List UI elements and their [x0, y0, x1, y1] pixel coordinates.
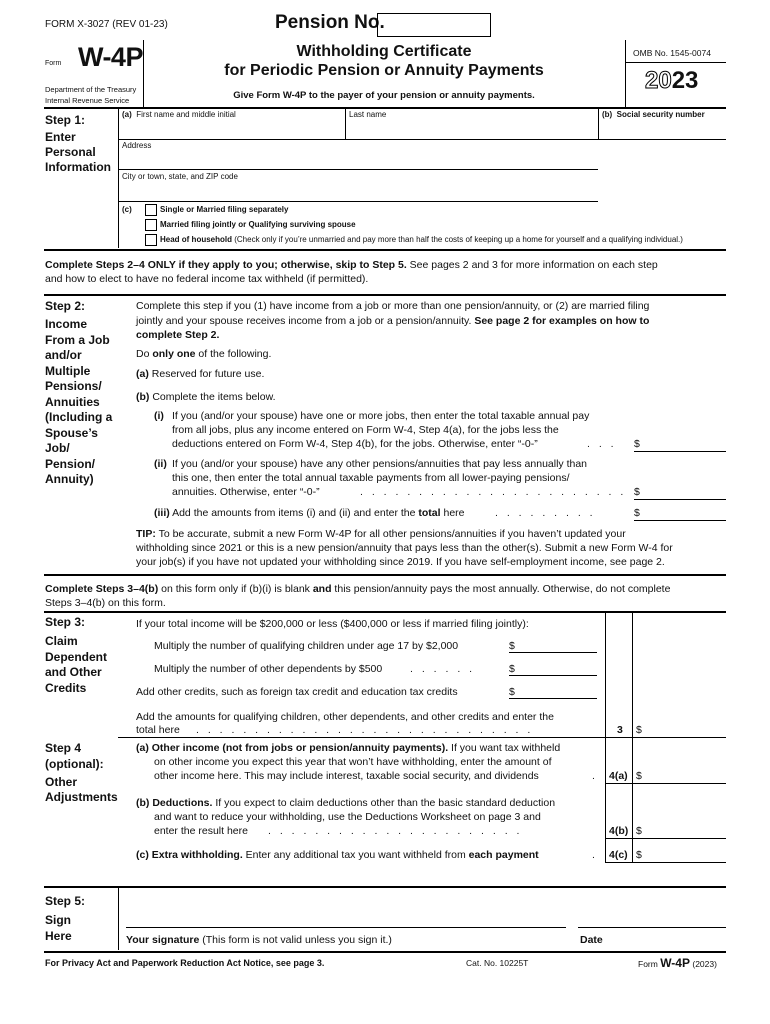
- step4b-line3: enter the result here: [154, 825, 248, 837]
- step3-intro: If your total income will be $200,000 or less ($400,000 or less if married filing jointly):: [136, 618, 529, 630]
- checkbox-single[interactable]: [145, 204, 157, 216]
- step4b-bold: (b) Deductions.: [136, 797, 213, 809]
- step3-other-dep-dollar: $: [509, 663, 515, 675]
- irs-label: Internal Revenue Service: [45, 96, 130, 105]
- step2biii-dollar: $: [634, 507, 640, 519]
- step2-desc-1: Income: [45, 317, 88, 331]
- ssn-divider: [598, 108, 599, 139]
- step3-add-line2: total here: [136, 724, 180, 736]
- step5-left-rule: [118, 888, 119, 950]
- intro34-and: and: [312, 583, 332, 595]
- intro-steps-2-4-line1: [45, 258, 658, 273]
- line-4a-dollar: $: [636, 770, 642, 782]
- name-divider: [345, 108, 346, 139]
- step2-do-only-one: [136, 347, 271, 362]
- city-field[interactable]: City or town, state, and ZIP code: [122, 172, 238, 181]
- step2bi-line2: from all jobs, plus any income entered on Form W-4, Step 4(a), for the jobs less the: [172, 424, 559, 436]
- step4-desc-2: Adjustments: [45, 790, 118, 804]
- step2biii-label: (iii): [154, 507, 170, 519]
- step2biii-dots: . . . . . . . . .: [495, 507, 596, 519]
- ssn-caption: Social security number: [616, 110, 705, 119]
- step4c-bold: (c) Extra withholding.: [136, 849, 243, 861]
- signature-input[interactable]: [126, 905, 566, 928]
- step2-top-rule: [44, 294, 726, 296]
- step3-label: Step 3:: [45, 615, 86, 629]
- tip-label: TIP:: [136, 528, 156, 540]
- step2-desc-11: Annuity): [45, 472, 94, 486]
- step4b-line1: [136, 796, 555, 811]
- intro34-mid: on this form only if (b)(i) is blank: [158, 583, 313, 595]
- title-line2: for Periodic Pension or Annuity Payments: [224, 62, 544, 79]
- line-4b-input[interactable]: [605, 838, 726, 839]
- step2-desc-7: (Including a: [45, 410, 113, 424]
- intro24-rest: See pages 2 and 3 for more information on each step: [406, 259, 658, 271]
- filing-status-letter: (c): [122, 205, 132, 214]
- step2bii-line1: If you (and/or your spouse) have any other pensions/annuities that pay less annually than: [172, 458, 588, 470]
- step2-desc-9: Job/: [45, 441, 70, 455]
- step2biii-here: here: [440, 507, 465, 519]
- date-input[interactable]: [578, 905, 726, 928]
- form-name: W-4P: [78, 42, 143, 72]
- step2bii-line3: annuities. Otherwise, enter “-0-”: [172, 486, 320, 498]
- step4b-line2: and want to reduce your withholding, use the Deductions Worksheet on page 3 and: [154, 811, 541, 823]
- step2bii-dollar: $: [634, 486, 640, 498]
- step3-add-line1: Add the amounts for qualifying children, other dependents, and other credits and enter the: [136, 711, 554, 723]
- step2biii-amount-input[interactable]: [634, 520, 726, 521]
- header-bottom-rule: [44, 107, 726, 109]
- step5-desc-1: Sign: [45, 913, 71, 927]
- step4c-line: [136, 848, 539, 863]
- step3-add-dots: . . . . . . . . . . . . . . . . . . . . . . . . . . . . .: [196, 724, 534, 736]
- step2a-letter: (a): [136, 368, 149, 380]
- step2bii-label: (ii): [154, 458, 167, 470]
- step4c-dot: .: [592, 849, 595, 861]
- step3-desc-4: Credits: [45, 681, 87, 695]
- tip-line1: [136, 527, 626, 542]
- step2-para-line2: [136, 314, 649, 329]
- option-married-jointly: Married filing jointly or Qualifying surviving spouse: [160, 220, 356, 229]
- header-divider-right: [625, 40, 626, 108]
- step4a-line3: other income here. This may include interest, taxable social security, and dividends: [154, 770, 539, 782]
- step2a-line: [136, 367, 264, 382]
- intro-steps-3-4-line1: [45, 582, 670, 597]
- step3-desc-1: Claim: [45, 634, 78, 648]
- step4c-rest: Enter any additional tax you want withheld from: [242, 849, 469, 861]
- line-4c-input[interactable]: [605, 862, 726, 863]
- checkbox-married-jointly[interactable]: [145, 219, 157, 231]
- step2bii-dots: . . . . . . . . . . . . . . . . . . . . . . .: [360, 486, 627, 498]
- catalog-number: Cat. No. 10225T: [466, 958, 529, 968]
- step4b-dots: . . . . . . . . . . . . . . . . . . . . . .: [268, 825, 523, 837]
- step3-top-rule: [44, 611, 726, 613]
- line-4c-number: 4(c): [609, 849, 628, 861]
- step4b-rest: If you expect to claim deductions other than the basic standard deduction: [212, 797, 556, 809]
- tip-line3: your job(s) if you have not updated your withholding since 2019. If you have self-employment income, see page 2.: [136, 556, 665, 568]
- step4a-dot: .: [592, 770, 595, 782]
- step2bi-label: (i): [154, 410, 164, 422]
- step2-desc-6: Annuities: [45, 395, 100, 409]
- step4a-line2: on other income you expect this year that won’t have withholding, enter the amount of: [154, 756, 552, 768]
- step2-desc-3: and/or: [45, 348, 82, 362]
- name-row-bottom: [118, 139, 726, 140]
- first-name-letter: (a): [122, 110, 132, 119]
- footer-year: (2023): [692, 959, 717, 969]
- step2bi-amount-input[interactable]: [634, 451, 726, 452]
- step3-other-dep-dots: . . . . . .: [410, 663, 476, 675]
- step2-para-line3: complete Step 2.: [136, 329, 220, 341]
- step3-other-dep-input[interactable]: [509, 675, 597, 676]
- step4-desc-1: Other: [45, 775, 78, 789]
- step4-optional: (optional):: [45, 757, 104, 771]
- step3-children-text: Multiply the number of qualifying children under age 17 by $2,000: [154, 640, 459, 652]
- step4c-bold2: each payment: [468, 849, 539, 861]
- step2-desc-10: Pension/: [45, 457, 96, 471]
- ssn-letter: (b): [602, 110, 613, 119]
- pension-no-label: Pension No.: [275, 12, 385, 33]
- step2-bottom-rule: [44, 574, 726, 576]
- signature-caption: [126, 933, 392, 948]
- step1-left-rule: [118, 108, 119, 248]
- step4-bottom-rule: [44, 886, 726, 888]
- step2bi-dollar: $: [634, 438, 640, 450]
- checkbox-head-of-household[interactable]: [145, 234, 157, 246]
- step4-label: Step 4: [45, 741, 82, 755]
- step3-other-credits-dollar: $: [509, 686, 515, 698]
- step2-desc-8: Spouse’s: [45, 426, 98, 440]
- step2-para-text: jointly and your spouse receives income from a job or a pension/annuity.: [136, 315, 472, 327]
- step5-label: Step 5:: [45, 894, 86, 908]
- step1-bottom-rule: [44, 249, 726, 251]
- first-name-caption: First name and middle initial: [136, 110, 236, 119]
- step3-other-credits-text: Add other credits, such as foreign tax credit and education tax credits: [136, 686, 458, 698]
- footer-form-word: Form: [638, 959, 658, 969]
- step2-para-bold: See page 2 for examples on how to: [474, 315, 650, 327]
- step4a-rest: If you want tax withheld: [448, 742, 561, 754]
- step3-other-dep-text: Multiply the number of other dependents by $500: [154, 663, 383, 675]
- intro34-bold: Complete Steps 3–4(b): [45, 583, 159, 595]
- step2b-text: Complete the items below.: [152, 391, 276, 403]
- step1-label: Step 1:: [45, 113, 86, 127]
- line-4a-input[interactable]: [605, 783, 726, 784]
- step2bi-line3: deductions entered on Form W-4, Step 4(b), for the jobs. Otherwise, enter “-0-”: [172, 438, 538, 450]
- step4a-bold: (a) Other income (not from jobs or pension/annuity payments).: [136, 742, 449, 754]
- do-only-pre: Do: [136, 348, 153, 360]
- step3-children-dollar: $: [509, 640, 515, 652]
- line-4b-dollar: $: [636, 825, 642, 837]
- do-only-post: of the following.: [195, 348, 272, 360]
- intro-steps-3-4-line2: Steps 3–4(b) on this form.: [45, 597, 166, 609]
- step2-desc-2: From a Job: [45, 333, 110, 347]
- option-single: Single or Married filing separately: [160, 205, 289, 214]
- line-4b-number: 4(b): [609, 825, 629, 837]
- last-name-field[interactable]: Last name: [349, 110, 387, 119]
- option-head-of-household: [160, 235, 683, 244]
- line-4c-dollar: $: [636, 849, 642, 861]
- dept-treasury: Department of the Treasury: [45, 85, 137, 94]
- step2a-text: Reserved for future use.: [151, 368, 265, 380]
- step2bii-amount-input[interactable]: [634, 499, 726, 500]
- city-row-bottom: [118, 201, 598, 202]
- hoh-bold: Head of household: [160, 235, 232, 244]
- step2biii-text: Add the amounts from items (i) and (ii) and enter the: [172, 507, 416, 519]
- intro34-rest: this pension/annuity pays the most annually. Otherwise, do not complete: [331, 583, 671, 595]
- step1-desc-2: Personal: [45, 145, 96, 159]
- tip-line2: withholding since 2021 or this is a new pension/annuity that pays less than the other(s). Submit a new Form W-4 for: [136, 542, 673, 554]
- step3-other-credits-input[interactable]: [509, 698, 597, 699]
- omb-number: OMB No. 1545-0074: [633, 48, 711, 58]
- step1-desc-1: Enter: [45, 130, 76, 144]
- step5-bottom-rule: [44, 951, 726, 953]
- line-3-dollar: $: [636, 724, 642, 736]
- signature-bold: Your signature: [126, 934, 200, 946]
- intro-steps-2-4-line2: and how to elect to have no federal income tax withheld (if permitted).: [45, 273, 369, 285]
- step2b-line: [136, 390, 276, 405]
- tip-text: To be accurate, submit a new Form W-4P for all other pensions/annuities if you haven’t updated your: [155, 528, 626, 540]
- privacy-notice: For Privacy Act and Paperwork Reduction Act Notice, see page 3.: [45, 958, 325, 968]
- step2-label: Step 2:: [45, 299, 86, 313]
- address-row-bottom: [118, 169, 598, 170]
- title-line1: Withholding Certificate: [296, 43, 472, 60]
- step2biii-total: total: [418, 507, 441, 519]
- step3-desc-2: Dependent: [45, 650, 108, 664]
- pension-no-input[interactable]: [377, 13, 491, 37]
- ssn-field[interactable]: [602, 110, 705, 119]
- line-3-input[interactable]: [605, 737, 726, 738]
- address-field[interactable]: Address: [122, 141, 152, 150]
- date-caption: Date: [580, 934, 603, 946]
- step2bii-line2: this one, then enter the total annual taxable payments from all lower-paying pensions/: [172, 472, 570, 484]
- step2bi-line1: If you (and/or your spouse) have one or more jobs, then enter the total taxable annual pay: [172, 410, 590, 422]
- step1-desc-3: Information: [45, 160, 111, 174]
- step2biii-line: [154, 506, 465, 521]
- do-only-bold: only one: [152, 348, 196, 360]
- omb-divider: [626, 62, 726, 63]
- step2-para-line1: Complete this step if you (1) have income from a job or more than one pension/annuity, or (2) are married filing: [136, 300, 650, 312]
- step2b-letter: (b): [136, 391, 150, 403]
- form-revision: FORM X-3027 (REV 01-23): [45, 19, 168, 30]
- line-3-number: 3: [617, 724, 623, 736]
- footer-form-id: [638, 956, 717, 970]
- line-4a-number: 4(a): [609, 770, 628, 782]
- step2-desc-5: Pensions/: [45, 379, 102, 393]
- intro24-bold: Complete Steps 2–4 ONLY if they apply to you; otherwise, skip to Step 5.: [45, 259, 407, 271]
- step3-children-input[interactable]: [509, 652, 597, 653]
- signature-note: (This form is not valid unless you sign it.): [199, 934, 392, 946]
- first-name-field[interactable]: [122, 110, 236, 119]
- give-instruction: Give Form W-4P to the payer of your pension or annuity payments.: [233, 90, 535, 101]
- step4a-line1: [136, 741, 560, 756]
- step2bi-dots: . . .: [587, 438, 617, 450]
- footer-form-name: W-4P: [660, 956, 690, 970]
- tax-year: [645, 67, 698, 95]
- step2-desc-4: Multiple: [45, 364, 91, 378]
- step3-desc-3: and Other: [45, 665, 102, 679]
- year-outline: 20: [645, 67, 672, 94]
- year-solid: 23: [671, 67, 699, 94]
- form-word: Form: [45, 60, 62, 67]
- hoh-note: (Check only if you’re unmarried and pay more than half the costs of keeping up a home for yourself and a qualifying individual.): [234, 235, 683, 244]
- step5-desc-2: Here: [45, 929, 72, 943]
